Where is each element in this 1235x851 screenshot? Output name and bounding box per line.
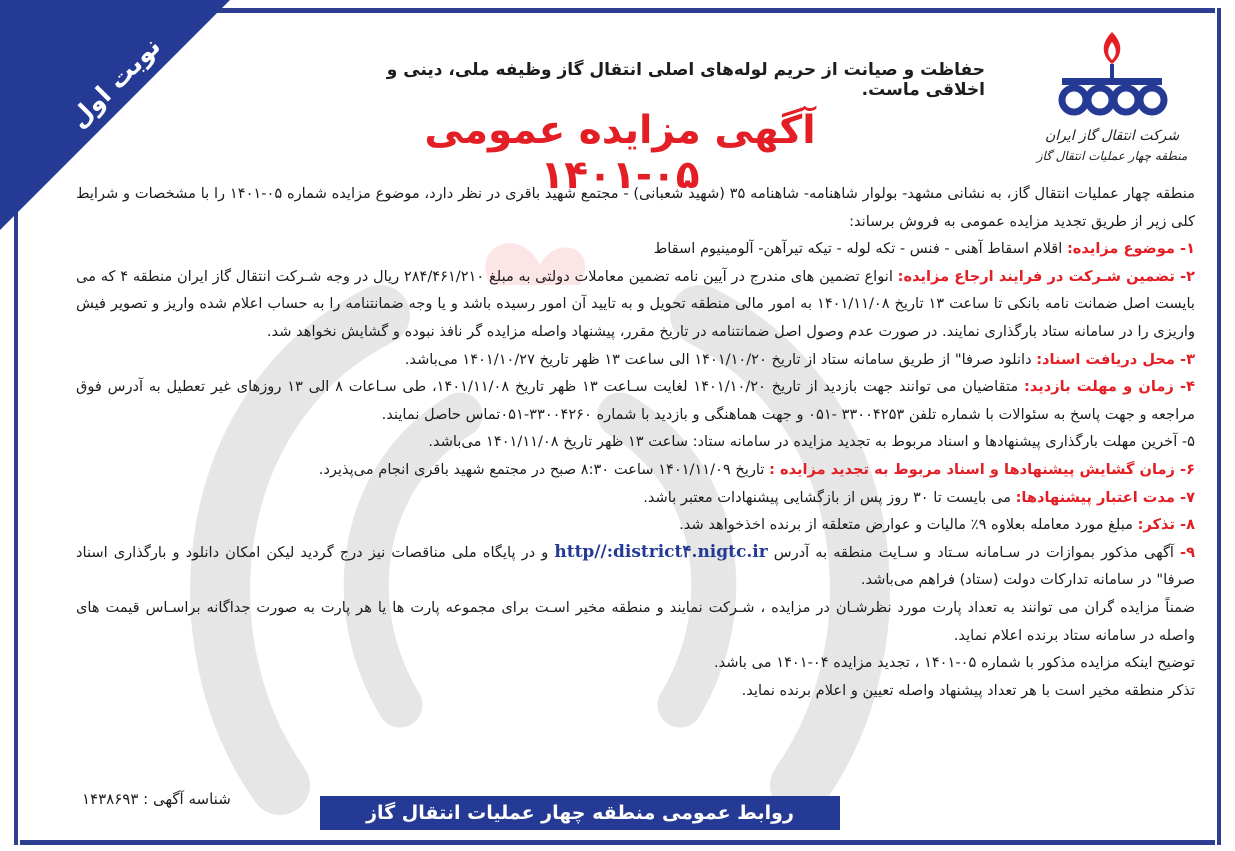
website-link[interactable]: http//:district۴.nigtc.ir	[554, 541, 768, 562]
item-5: ۵- آخرین مهلت بارگذاری پیشنهادها و اسناد مربوط به تجدید مزایده در سامانه ستاد: ساعت ۱۳ ظهر تاریخ ۱۴۰۱/۱۱/۰۸ می‌باشد.	[428, 433, 1195, 451]
intro-paragraph: منطقه چهار عملیات انتقال گاز، به نشانی مشهد- بولوار شاهنامه- شاهنامه ۳۵ (شهید شعبانی) - مجتمع شهید باقری در نظر دارد، موضوع مزایده شماره ۰۵-۱۴۰۱ را با مشخصات و شرایط کلی زیر از طریق تجدید مزایده عمومی به فروش برساند:	[76, 185, 1195, 230]
item-2: ۲- تضمین شـرکت در فرایند ارجاع مزایده: انواع تضمین های مندرج در آیین نامه تضمین معاملات دولتی به مبلغ ۲۸۴/۴۶۱/۲۱۰ ریال در وجه شـرکت انتقال گاز ایران منطقه ۴ که می بایست اصل ضمانت نامه بانکی تا ساعت ۱۳ تاریخ ۱۴۰۱/۱۱/۰۸ به امور مالی منطقه تحویل و به تایید آن امور رسیده باشد و یا وجه ضمانتنامه را به حساب اعلام شده واریز و تصویر فیش واریزی را در سامانه ستاد بارگذاری نمایند. در صورت عدم وصول اصل ضمانتنامه در تاریخ مقرر، پیشنهاد واصله مزایده گر نافذ نبوده و گشایش نخواهد شد.	[76, 267, 1196, 340]
slogan: حفاظت و صیانت از حریم لوله‌های اصلی انتقال گاز وظیفه ملی، دینی و اخلاقی ماست.	[386, 60, 985, 100]
item-8: ۸- تذکر: مبلغ مورد معامله بعلاوه ۹٪ مالیات و عوارض متعلقه از برنده اخذخواهد شد.	[679, 516, 1195, 534]
body-text	[76, 180, 1195, 704]
logo-line2: منطقه چهار عملیات انتقال گاز	[1036, 149, 1188, 163]
item-3: ۳- محل دریافت اسناد: دانلود صرفا" از طریق سامانه ستاد از تاریخ ۱۴۰۱/۱۰/۲۰ الی ساعت ۱۳ ظهر تاریخ ۱۴۰۱/۱۰/۲۷ می‌باشد.	[404, 350, 1195, 368]
ad-identifier: شناسه آگهی : ۱۴۳۸۶۹۳	[82, 790, 231, 808]
headline: آگهی مزایده عمومی ۰۵-۱۴۰۱	[424, 108, 816, 198]
item-9: ۹- آگهی مذکور بموازات در سـامانه سـتاد و سـایت منطقه به آدرس http//:district۴.nigtc.ir و در پایگاه ملی مناقصات نیز درج گردید لیکن امکان دانلود و بارگذاری اسناد صرفا" در سامانه تدارکات دولت (ستاد) فراهم می‌باشد.	[76, 541, 1196, 589]
item-7: ۷- مدت اعتبار پیشنهادها: می بایست تا ۳۰ روز پس از بازگشایی پیشنهادات معتبر باشد.	[643, 488, 1195, 506]
company-logo	[1022, 28, 1197, 168]
footer-public-relations: روابط عمومی منطقه چهار عملیات انتقال گاز	[320, 796, 840, 830]
item-1: ۱- موضوع مزایده: اقلام اسقاط آهنی - فنس - تکه لوله - تیکه تیرآهن- آلومینیوم اسقاط	[653, 240, 1195, 258]
item-6: ۶- زمان گشایش پیشنهادها و اسناد مربوط به تجدید مزایده : تاریخ ۱۴۰۱/۱۱/۰۹ ساعت ۸:۳۰ صبح در مجتمع شهید باقری انجام می‌پذیرد.	[318, 460, 1195, 478]
badge-label: نوبت اول	[63, 31, 167, 134]
bottom-border	[20, 840, 1215, 845]
logo-line1: شرکت انتقال گاز ایران	[1044, 128, 1180, 144]
note-parts: ضمناً مزایده گران می توانند به تعداد پارت مورد نظرشـان در مزایده ، شـرکت نمایند و منطقه مخیر اسـت برای مجموعه پارت ها یا هر پارت به صورت جداگانه براسـاس قیمت های واصله در سامانه ستاد برنده اعلام نماید.	[76, 598, 1195, 644]
item-4: ۴- زمان و مهلت بازدید: متقاضیان می توانند جهت بازدید از تاریخ ۱۴۰۱/۱۰/۲۰ لغایت سـاعت ۱۳ ظهر تاریخ ۱۴۰۱/۱۱/۰۸، طی سـاعات ۸ الی ۱۳ روزهای غیر تعطیل به آدرس فوق مراجعه و جهت پاسخ به سئوالات با شماره تلفن ۳۳۰۰۴۲۵۳ -۰۵۱ و جهت هماهنگی و بازدید با شماره ۳۳۰۰۴۲۶۰-۰۵۱تماس حاصل نمایند.	[76, 378, 1195, 423]
note-renewal: توضیح اینکه مزایده مذکور با شماره ۰۵-۱۴۰۱ ، تجدید مزایده ۰۴-۱۴۰۱ می باشد.	[713, 654, 1195, 672]
right-border	[1217, 8, 1221, 845]
note-winner: تذکر منطقه مخیر است با هر تعداد پیشنهاد واصله تعیین و اعلام برنده نماید.	[741, 681, 1195, 699]
